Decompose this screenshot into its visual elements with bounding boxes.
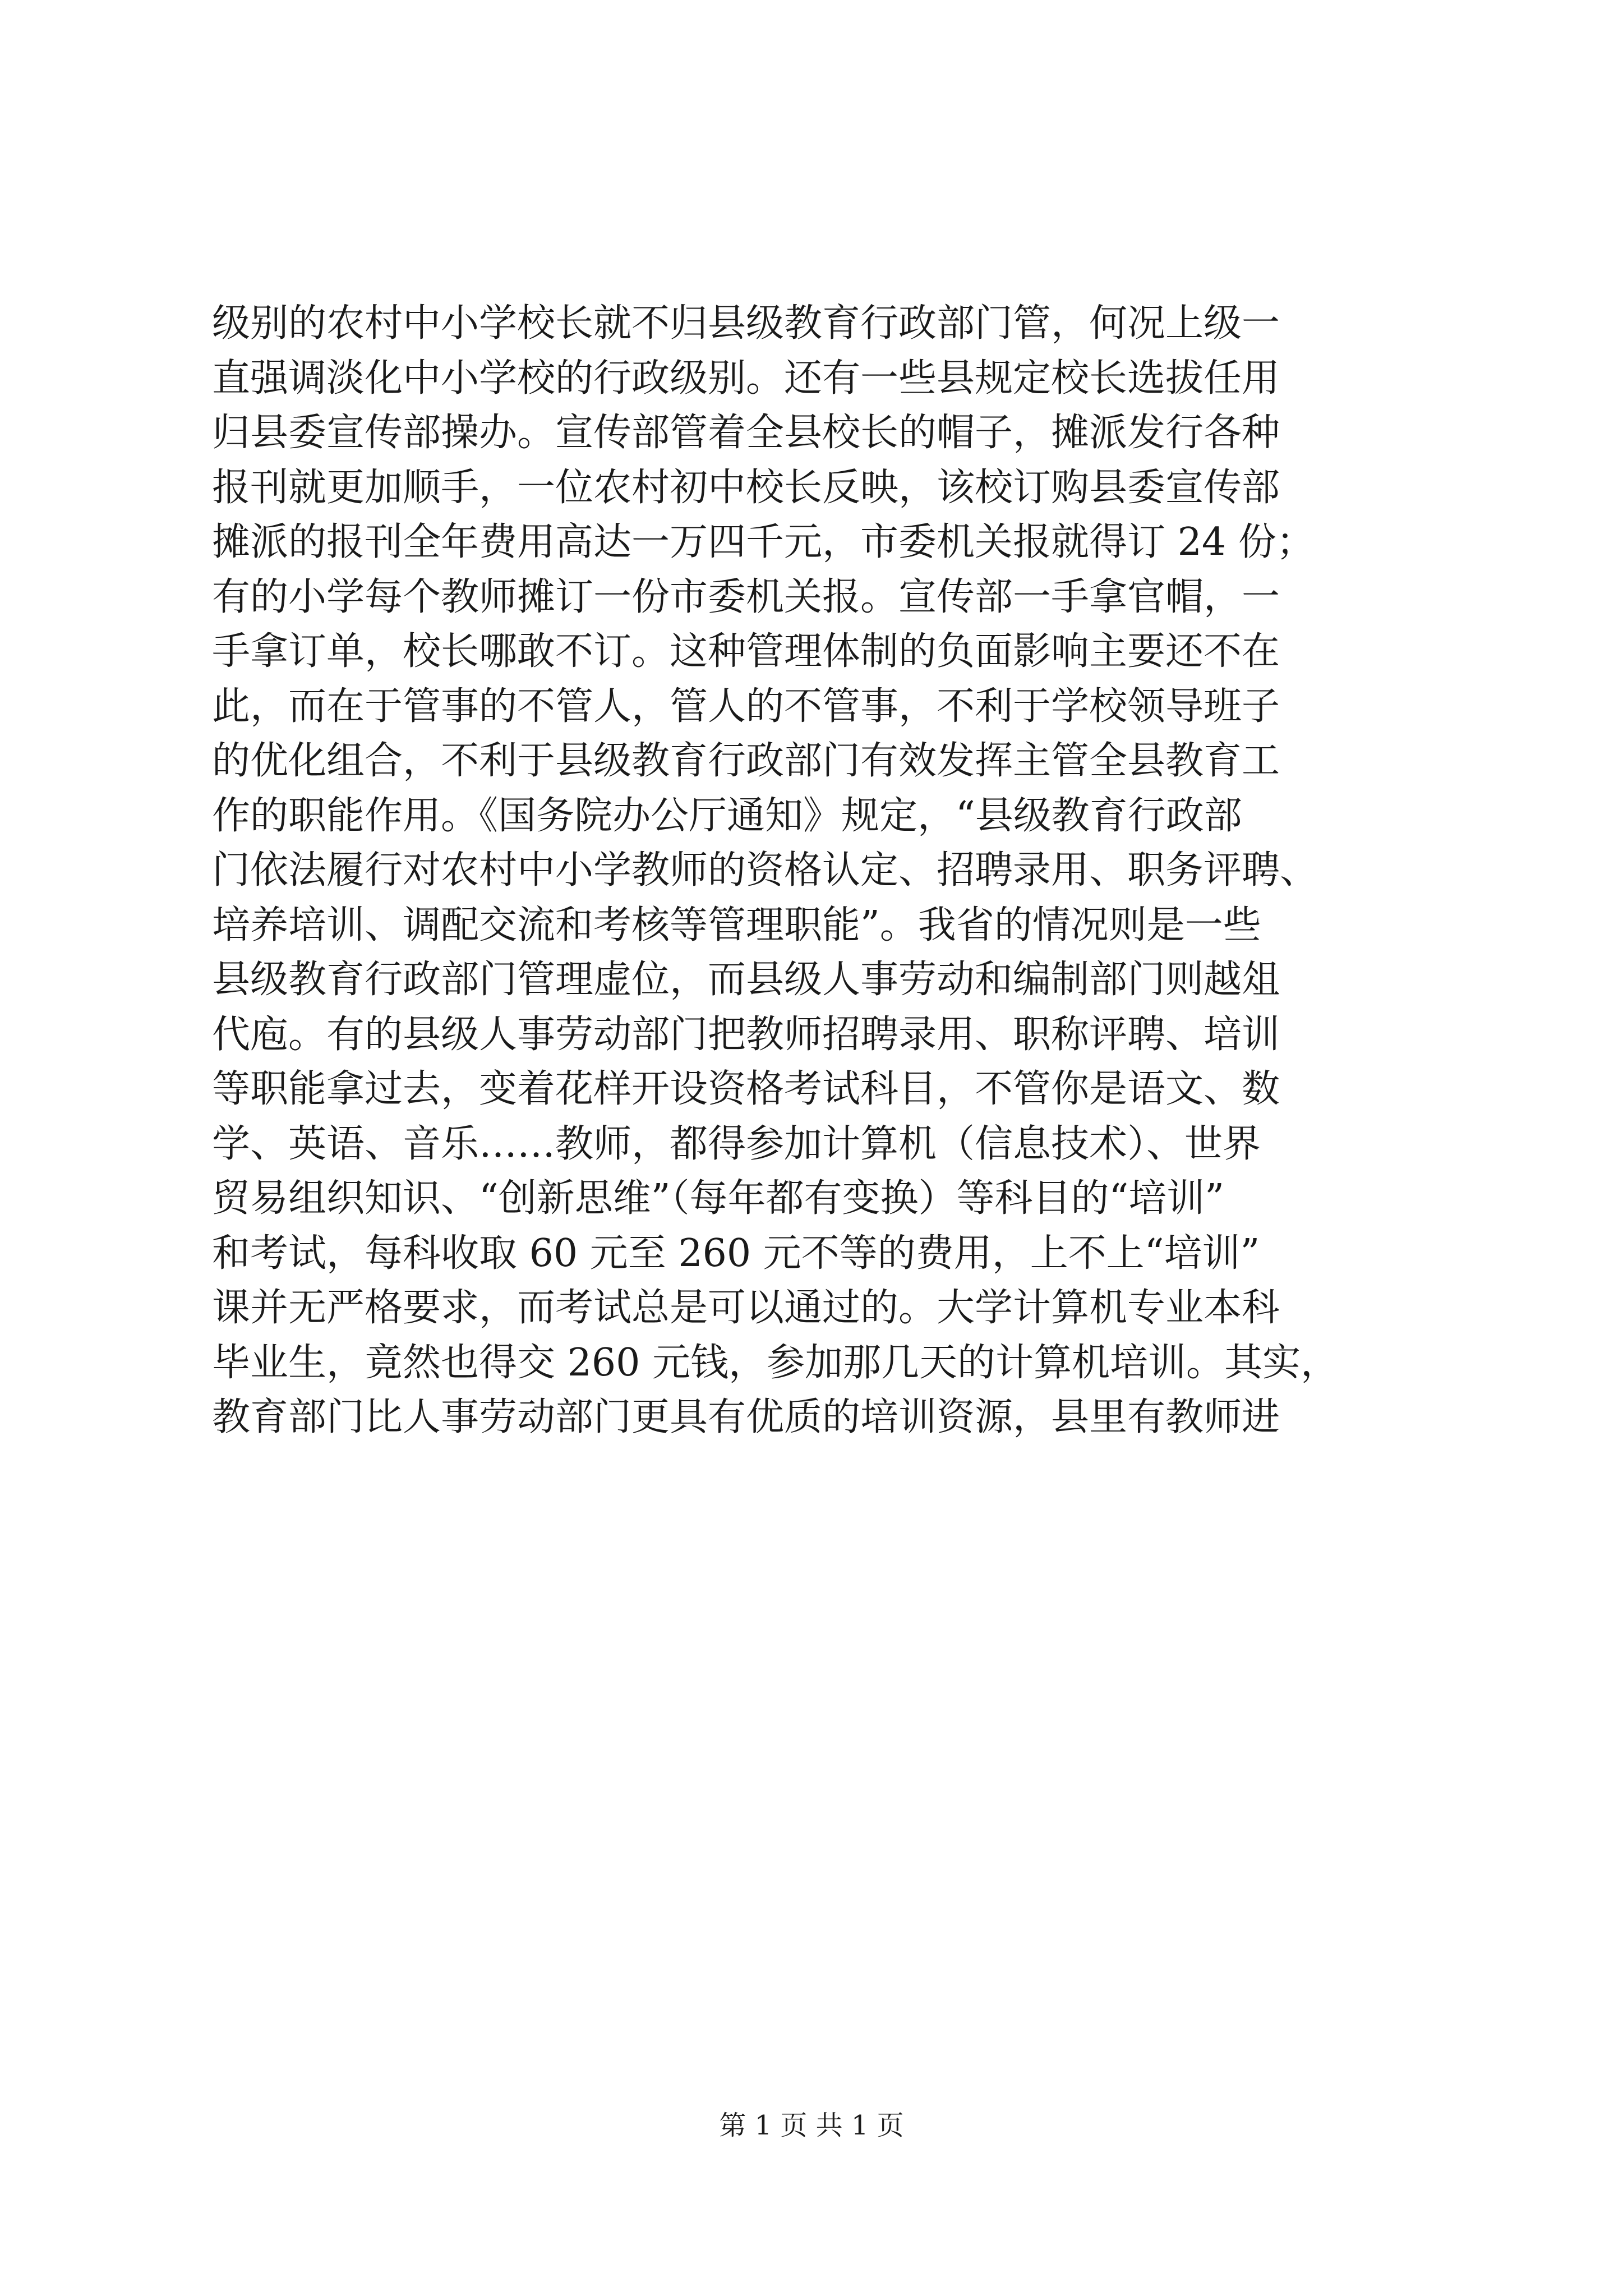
text-line: 学、英语、音乐……教师，都得参加计算机（信息技术）、世界 (212, 1121, 1261, 1166)
text-line: 代庖。有的县级人事劳动部门把教师招聘录用、职称评聘、培训 (212, 1012, 1280, 1057)
text-line: 教育部门比人事劳动部门更具有优质的培训资源，县里有教师进 (212, 1395, 1280, 1439)
text-line: 手拿订单，校长哪敢不订。这种管理体制的负面影响主要还不在 (212, 629, 1280, 674)
text-line: 门依法履行对农村中小学教师的资格认定、招聘录用、职务评聘、 (212, 848, 1318, 892)
text-line: 贸易组织知识、“创新思维”（每年都有变换）等科目的“培训” (212, 1176, 1225, 1221)
text-line: 直强调淡化中小学校的行政级别。还有一些县规定校长选拔任用 (212, 356, 1280, 401)
text-line: 毕业生，竟然也得交 260 元钱，参加那几天的计算机培训。其实， (212, 1340, 1339, 1385)
text-line: 培养培训、调配交流和考核等管理职能”。我省的情况则是一些 (212, 903, 1261, 947)
text-line: 报刊就更加顺手，一位农村初中校长反映，该校订购县委宣传部 (212, 465, 1280, 510)
page-footer (0, 2104, 1623, 2142)
text-line: 有的小学每个教师摊订一份市委机关报。宣传部一手拿官帽，一 (212, 574, 1280, 619)
text-line: 县级教育行政部门管理虚位，而县级人事劳动和编制部门则越俎 (212, 958, 1280, 1002)
text-line: 归县委宣传部操办。宣传部管着全县校长的帽子，摊派发行各种 (212, 411, 1280, 455)
page-number-label: 第 1 页 共 1 页 (719, 2110, 904, 2141)
text-line: 和考试，每科收取 60 元至 260 元不等的费用，上不上“培训” (212, 1231, 1260, 1276)
text-line: 作的职能作用。《国务院办公厅通知》规定，“县级教育行政部 (212, 793, 1242, 838)
text-line: 等职能拿过去，变着花样开设资格考试科目，不管你是语文、数 (212, 1067, 1280, 1111)
text-line: 此，而在于管事的不管人，管人的不管事，不利于学校领导班子 (212, 684, 1280, 729)
text-line: 级别的农村中小学校长就不归县级教育行政部门管，何况上级一 (212, 301, 1280, 346)
text-line: 课并无严格要求，而考试总是可以通过的。大学计算机专业本科 (212, 1286, 1280, 1330)
body-paragraph (212, 296, 1412, 1445)
text-line: 的优化组合，不利于县级教育行政部门有效发挥主管全县教育工 (212, 739, 1280, 783)
text-line: 摊派的报刊全年费用高达一万四千元，市委机关报就得订 24 份； (212, 520, 1315, 564)
